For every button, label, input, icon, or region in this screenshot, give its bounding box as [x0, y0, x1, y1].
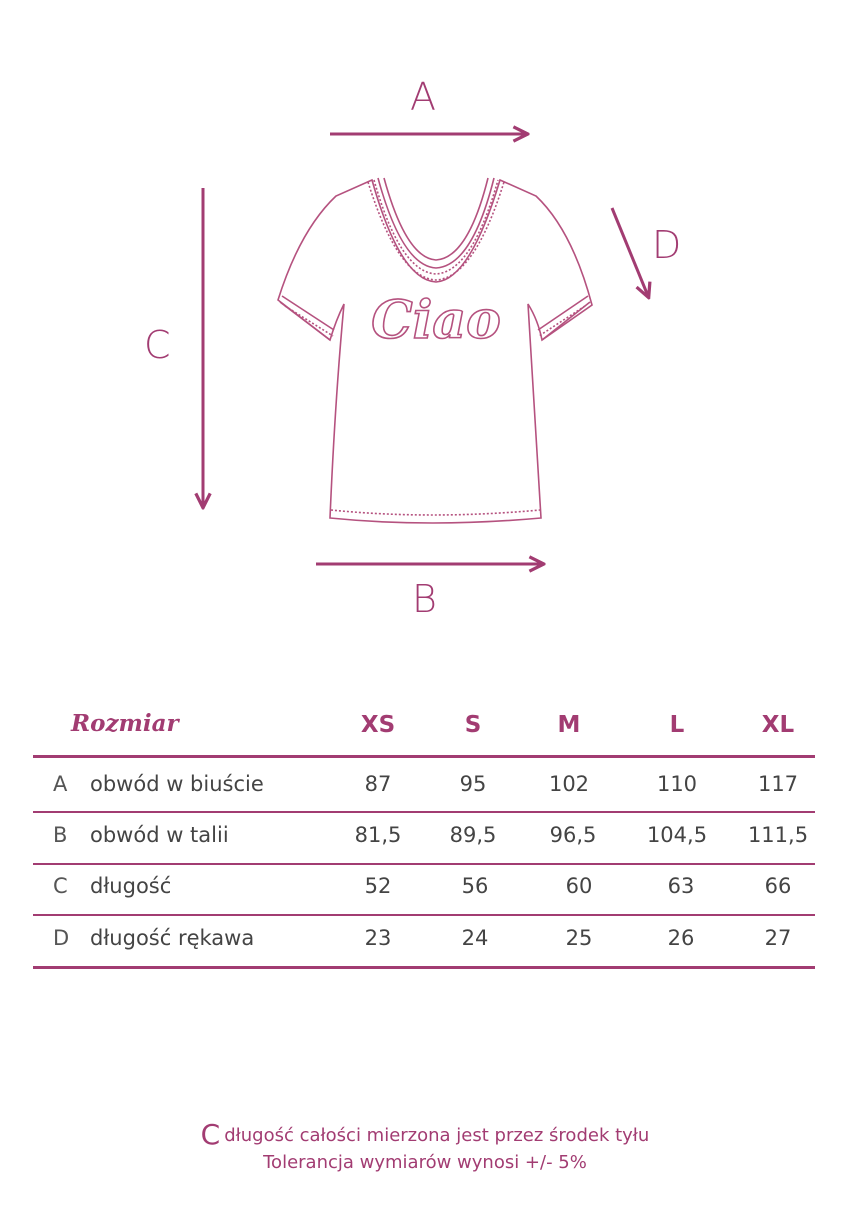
row-value: 117 — [757, 772, 799, 796]
tolerance-note: Tolerancja wymiarów wynosi +/- 5% — [263, 1152, 587, 1173]
dim-label-c: C — [144, 323, 171, 367]
dim-label-b: B — [412, 577, 437, 621]
table-row — [33, 758, 815, 810]
note-text: długość całości mierzona jest przez środek tyłu — [224, 1125, 650, 1146]
row-value: 87 — [364, 772, 392, 796]
row-letter: B — [53, 823, 68, 847]
row-value: 89,5 — [449, 823, 497, 847]
row-value: 27 — [764, 926, 792, 950]
dim-label-a: A — [410, 75, 436, 119]
size-header-xs: XS — [360, 712, 396, 738]
dim-label-d: D — [652, 223, 682, 267]
row-label: długość rękawa — [90, 926, 255, 950]
table-rule-bottom — [33, 966, 815, 969]
row-value: 104,5 — [646, 823, 708, 847]
row-value: 60 — [565, 874, 593, 898]
row-value: 24 — [461, 926, 489, 950]
arrow-d — [612, 208, 648, 296]
row-label: długość — [90, 874, 172, 898]
length-note — [0, 1118, 850, 1151]
row-value: 26 — [667, 926, 695, 950]
note-letter: C — [200, 1118, 221, 1151]
row-value: 95 — [459, 772, 487, 796]
row-letter: C — [53, 874, 68, 898]
shirt-print-text: Ciao — [371, 290, 501, 351]
row-value: 96,5 — [549, 823, 597, 847]
row-value: 63 — [667, 874, 695, 898]
row-value: 23 — [364, 926, 392, 950]
row-value: 102 — [548, 772, 590, 796]
size-header-m: M — [557, 712, 581, 738]
table-row — [33, 809, 815, 861]
row-letter: A — [53, 772, 68, 796]
table-row — [33, 912, 815, 964]
row-value: 110 — [656, 772, 698, 796]
table-title: Rozmiar — [71, 710, 179, 737]
row-value: 25 — [565, 926, 593, 950]
size-header-l: L — [669, 712, 685, 738]
size-header-xl: XL — [761, 712, 795, 738]
row-label: obwód w talii — [90, 823, 229, 847]
row-value: 111,5 — [747, 823, 809, 847]
row-letter: D — [53, 926, 70, 950]
table-row — [33, 860, 815, 912]
row-value: 66 — [764, 874, 792, 898]
row-value: 56 — [461, 874, 489, 898]
size-header-s: S — [464, 712, 482, 738]
row-value: 52 — [364, 874, 392, 898]
row-value: 81,5 — [354, 823, 402, 847]
row-label: obwód w biuście — [90, 772, 264, 796]
